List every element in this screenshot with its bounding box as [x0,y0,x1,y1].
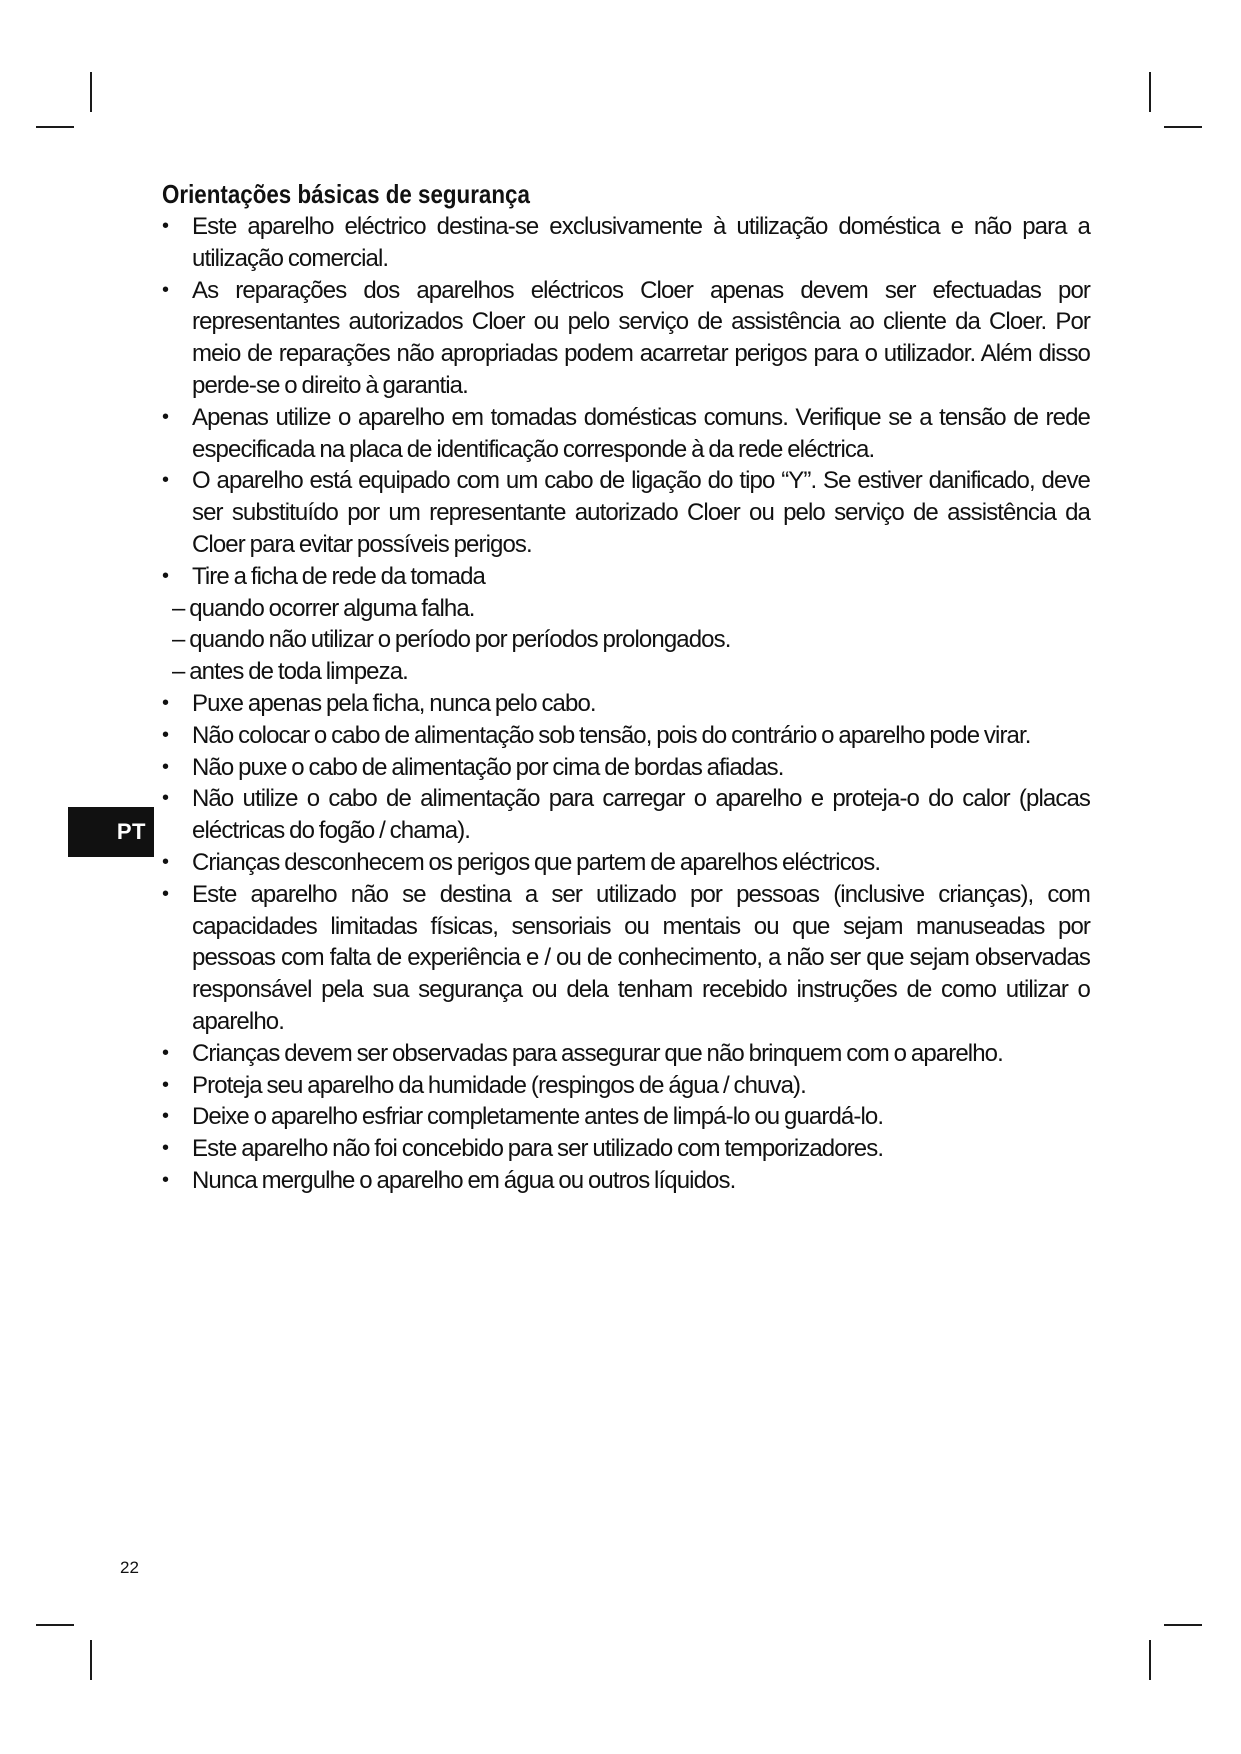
list-item: • Nunca mergulhe o aparelho em água ou outros líquidos. [162,1165,1090,1197]
list-item: • Este aparelho não foi concebido para ser utilizado com temporizadores. [162,1133,1090,1165]
list-item: • Não colocar o cabo de alimentação sob tensão, pois do contrário o aparelho pode virar. [162,720,1090,752]
sub-list-item: – quando ocorrer alguma falha. [172,594,475,622]
crop-mark-bottom-left-horizontal [36,1624,74,1626]
list-item: • Não puxe o cabo de alimentação por cima de bordas afiadas. [162,752,1090,784]
list-item: • Este aparelho eléctrico destina-se exclusivamente à utilização doméstica e não para a utilização comercial. [162,211,1090,275]
list-item: • Proteja seu aparelho da humidade (respingos de água / chuva). [162,1070,1090,1102]
safety-list [162,211,1090,1197]
crop-mark-top-left-horizontal [36,126,74,128]
list-item: • Crianças desconhecem os perigos que partem de aparelhos eléctricos. [162,847,1090,879]
crop-mark-top-left-vertical [90,72,92,112]
list-item: • As reparações dos aparelhos eléctricos Cloer apenas devem ser efectuadas por representantes autorizados Cloer ou pelo serviço de assistência ao cliente da Cloer. Por meio de reparações não apropriadas podem acarretar perigos para o utilizador. Além disso perde-se o direito à garantia. [162,275,1090,402]
language-tab: PT [68,807,154,857]
page-number: 22 [120,1558,139,1577]
sub-list-item: – antes de toda limpeza. [172,658,408,686]
crop-mark-bottom-right-horizontal [1164,1624,1202,1626]
crop-mark-bottom-left-vertical [90,1640,92,1680]
list-item: • Apenas utilize o aparelho em tomadas domésticas comuns. Verifique se a tensão de rede especificada na placa de identificação corresponde à da rede eléctrica. [162,402,1090,466]
safety-section [162,178,1090,1197]
list-item: • Deixe o aparelho esfriar completamente antes de limpá-lo ou guardá-lo. [162,1101,1090,1133]
section-heading: Orientações básicas de segurança [162,179,530,209]
crop-mark-top-right-horizontal [1164,126,1202,128]
crop-mark-bottom-right-vertical [1149,1640,1151,1680]
crop-mark-top-right-vertical [1149,72,1151,112]
list-item: • Não utilize o cabo de alimentação para carregar o aparelho e proteja-o do calor (placas eléctricas do fogão / chama). [162,783,1090,847]
list-item: • Este aparelho não se destina a ser utilizado por pessoas (inclusive crianças), com capacidades limitadas físicas, sensoriais ou mentais ou que sejam manuseadas por pessoas com falta de experiência e / ou de conhecimento, a não ser que sejam observadas responsável pela sua segurança ou dela tenham recebido instruções de como utilizar o aparelho. [162,879,1090,1038]
list-item: • Tire a ficha de rede da tomada [162,561,1090,593]
sub-list-item: – quando não utilizar o período por períodos prolongados. [172,626,731,654]
list-item: • Puxe apenas pela ficha, nunca pelo cabo. [162,688,1090,720]
list-item: • Crianças devem ser observadas para assegurar que não brinquem com o aparelho. [162,1038,1090,1070]
list-item: • O aparelho está equipado com um cabo de ligação do tipo “Y”. Se estiver danificado, deve ser substituído por um representante autorizado Cloer ou pelo serviço de assistência da Cloer para evitar possíveis perigos. [162,465,1090,560]
